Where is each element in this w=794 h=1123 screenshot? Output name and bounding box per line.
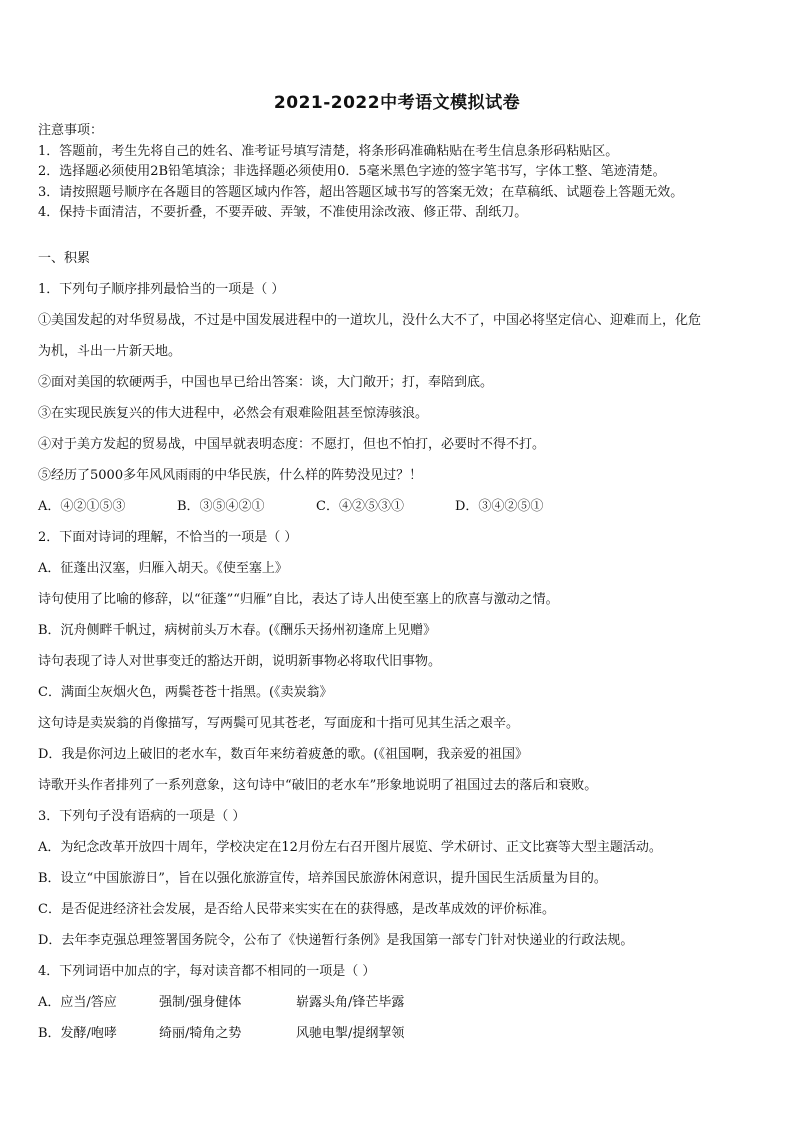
q1-options [38,491,768,522]
question-1-stem: 1．下列句子顺序排列最恰当的一项是（ ） [38,282,285,297]
q1-sentence-3: ③在实现民族复兴的伟大进程中，必然会有艰难险阻甚至惊涛骇浪。 [38,406,429,421]
q3-option-a: A．为纪念改革开放四十周年，学校决定在12月份左右召开图片展览、学术研讨、正文比赛等大型主题活动。 [38,840,662,855]
q1-option-d: D．③④②⑤① [455,499,544,514]
question-section [38,243,768,1049]
q1-sentence-4: ④对于美方发起的贸易战，中国早就表明态度：不愿打，但也不怕打，必要时不得不打。 [38,437,546,452]
question-4-stem: 4．下列词语中加点的字，每对读音都不相同的一项是（ ） [38,964,376,979]
q4-option-a [38,987,768,1018]
notice-item: 4．保持卡面清洁，不要折叠，不要弄破、弄皱，不准使用涂改液、修正带、刮纸刀。 [38,205,528,220]
q4-option-b-pair-3: 风驰电掣/提纲挈领 [296,1026,405,1041]
page-title: 2021-2022中考语文模拟试卷 [273,93,521,113]
notice-item: 3．请按照题号顺序在各题目的答题区域内作答，超出答题区域书写的答案无效；在草稿纸、试题卷上答题无效。 [38,184,684,200]
q2-option-d-explanation: 诗歌开头作者排列了一系列意象，这句诗中“破旧的老水车”形象地说明了祖国过去的落后和衰败。 [38,778,598,793]
q2-option-d: D．我是你河边上破旧的老水车，数百年来纺着疲惫的歌。(《祖国啊，我亲爱的祖国》 [38,747,528,762]
notice-item: 2．选择题必须使用2B铅笔填涂；非选择题必须使用0．5毫米黑色字迹的签字笔书写，字体工整、笔迹清楚。 [38,164,666,179]
q4-option-a-pair-1: A．应当/答应 [38,995,117,1010]
q4-option-b-pair-1: B．发酵/咆哮 [38,1026,117,1041]
notice-heading: 注意事项： [38,123,104,138]
q4-option-a-pair-2: 强制/强身健体 [159,995,242,1010]
q1-sentence-1: ①美国发起的对华贸易战，不过是中国发展进程中的一道坎儿，没什么大不了，中国必将坚定信心、迎难而上，化危 [38,313,702,328]
q1-sentence-5: ⑤经历了5000多年风风雨雨的中华民族，什么样的阵势没见过？！ [38,468,423,483]
q3-option-d: D．去年李克强总理签署国务院令，公布了《快递暂行条例》是我国第一部专门针对快递业的行政法规。 [38,933,634,948]
q2-option-a: A．征蓬出汉塞，归雁入胡天。《使至塞上》 [38,561,288,576]
question-3-stem: 3．下列句子没有语病的一项是（ ） [38,809,246,824]
q4-option-a-pair-3: 崭露头角/锋芒毕露 [296,995,405,1010]
q4-option-b-pair-2: 绮丽/犄角之势 [159,1026,242,1041]
notice-section [38,121,768,224]
section-heading: 一、积累 [38,251,91,266]
q2-option-a-explanation: 诗句使用了比喻的修辞，以“征蓬”“归雁”自比，表达了诗人出使至塞上的欣喜与激动之情。 [38,592,559,607]
question-2-stem: 2．下面对诗词的理解，不恰当的一项是（ ） [38,530,298,545]
q1-option-b: B．③⑤④②① [177,499,265,514]
q3-option-c: C．是否促进经济社会发展，是否给人民带来实实在在的获得感，是改革成效的评价标准。 [38,902,555,917]
q4-option-b [38,1018,768,1049]
q1-option-a: A．④②①⑤③ [38,499,126,514]
q2-option-b: B．沉舟侧畔千帆过，病树前头万木春。(《酬乐天扬州初逢席上见赠》 [38,623,437,638]
notice-item: 1．答题前，考生先将自己的姓名、准考证号填写清楚，将条形码准确粘贴在考生信息条形码粘贴区。 [38,143,619,159]
q1-sentence-1-cont: 为机，斗出一片新天地。 [38,344,182,359]
q1-sentence-2: ②面对美国的软硬两手，中国也早已给出答案：谈，大门敞开；打，奉陪到底。 [38,375,494,390]
q2-option-b-explanation: 诗句表现了诗人对世事变迁的豁达开朗，说明新事物必将取代旧事物。 [38,654,442,669]
q3-option-b: B．设立“中国旅游日”，旨在以强化旅游宣传，培养国民旅游休闲意识，提升国民生活质量为目的。 [38,871,607,886]
q1-option-c: C．④②⑤③① [316,499,404,514]
q2-option-c-explanation: 这句诗是卖炭翁的肖像描写，写两鬓可见其苍老，写面庞和十指可见其生活之艰辛。 [38,716,520,731]
q2-option-c: C．满面尘灰烟火色，两鬓苍苍十指黑。(《卖炭翁》 [38,685,333,700]
